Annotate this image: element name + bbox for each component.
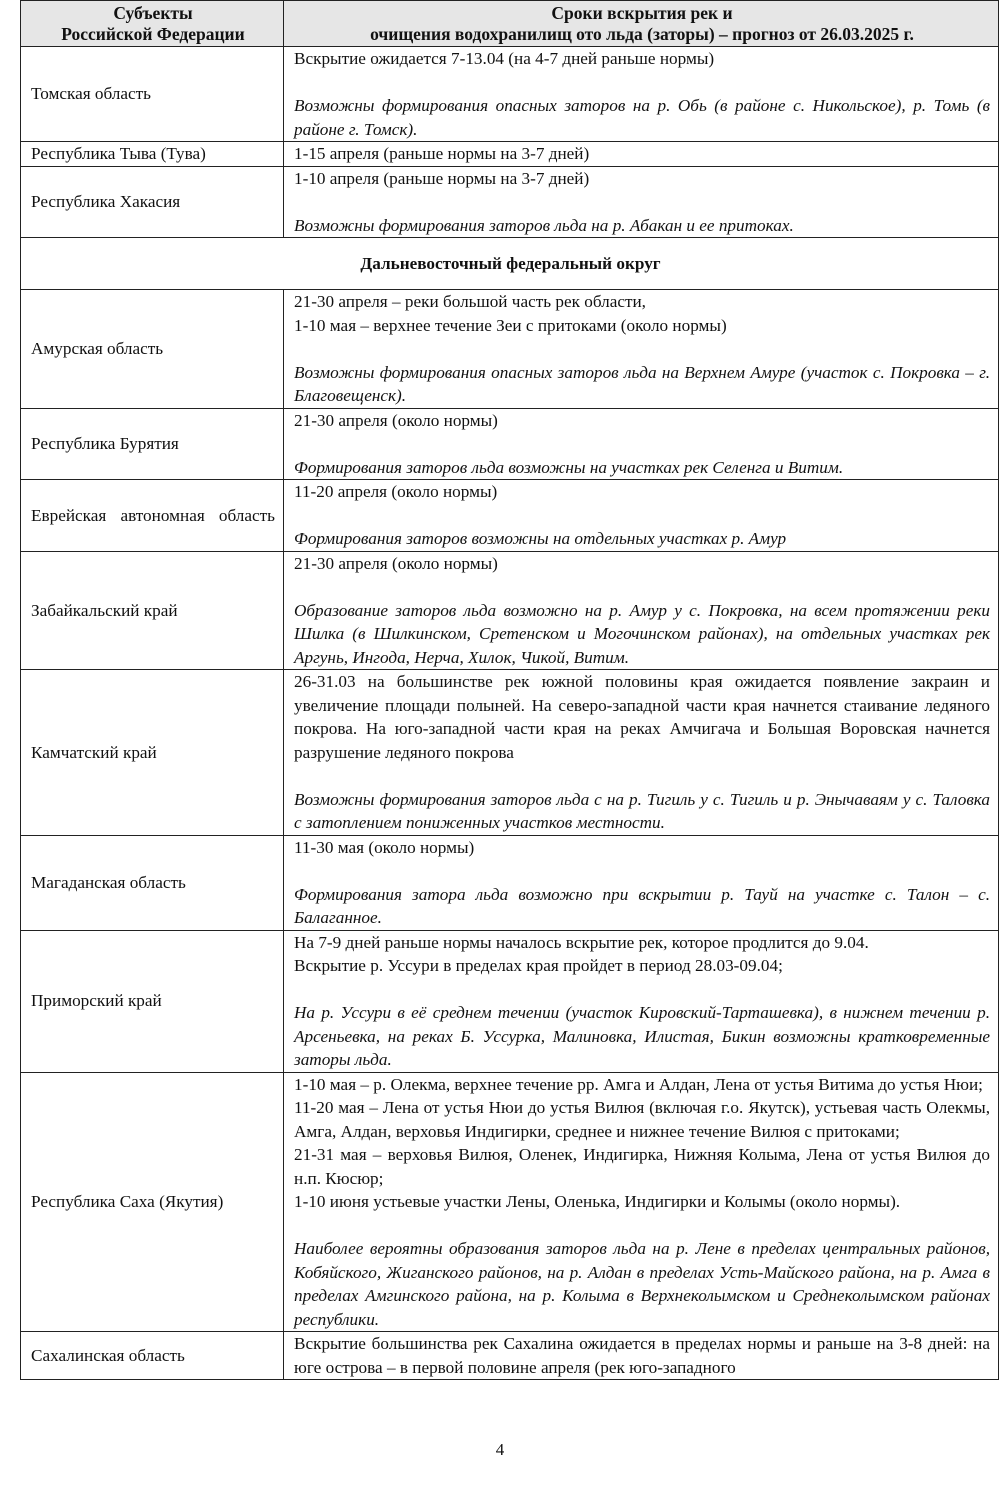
region-name: Забайкальский край	[21, 551, 284, 670]
forecast-text: 26-31.03 на большинстве рек южной половины края ожидается появление закраин и увеличение площади полыней. На северо-западной части края начнется стаивание ледяного покрова. На юго-западной части края на реках Амчигача и Большая Воровская начнется разрушение ледяного покрова	[294, 672, 990, 762]
spacer	[294, 71, 990, 95]
table-row	[21, 290, 999, 409]
forecast-cell	[284, 1332, 999, 1380]
forecast-text: 1-10 апреля (раньше нормы на 3-7 дней)	[294, 168, 590, 188]
forecast-cell	[284, 166, 999, 238]
forecast-text: Вскрытие ожидается 7-13.04 (на 4-7 дней раньше нормы)	[294, 49, 715, 68]
forecast-cell	[284, 1072, 999, 1332]
region-name: Томская область	[21, 47, 284, 142]
header-forecast-line1: Сроки вскрытия рек и	[551, 2, 733, 23]
spacer	[294, 859, 990, 883]
table-row	[21, 408, 999, 480]
forecast-text: 21-31 мая – верховья Вилюя, Оленек, Индигирка, Нижняя Колыма, Лена от устья Вилюя до н.п. Кюсюр;	[294, 1145, 990, 1188]
spacer	[294, 190, 990, 214]
region-name: Камчатский край	[21, 670, 284, 836]
table-row	[21, 551, 999, 670]
forecast-text: 11-20 мая – Лена от устья Нюи до устья Вилюя (включая г.о. Якутск), устьевая часть Олекмы, Амга, Алдан, верховья Индигирки, среднее и нижнее течение Вилюя с притоками;	[294, 1098, 990, 1141]
region-name: Еврейская автономная область	[21, 480, 284, 552]
forecast-text: Вскрытие большинства рек Сахалина ожидается в пределах нормы и раньше на 3-8 дней: на юге острова – в первой половине апреля (рек юго-западного	[294, 1334, 990, 1377]
spacer	[294, 337, 990, 361]
ice-jam-note: Формирования заторов возможны на отдельных участках р. Амур	[294, 529, 787, 548]
spacer	[294, 1214, 990, 1238]
region-name: Республика Бурятия	[21, 408, 284, 480]
page-number: 4	[495, 1440, 505, 1459]
forecast-cell	[284, 408, 999, 480]
header-forecast	[284, 1, 999, 47]
region-name: Республика Саха (Якутия)	[21, 1072, 284, 1332]
table-row	[21, 930, 999, 1072]
forecast-cell	[284, 290, 999, 409]
region-name: Магаданская область	[21, 835, 284, 930]
table-row	[21, 1332, 999, 1380]
forecast-text: 21-30 апреля (около нормы)	[294, 410, 498, 430]
spacer	[294, 978, 990, 1002]
section-row	[21, 238, 999, 290]
region-name: Приморский край	[21, 930, 284, 1072]
region-name: Республика Хакасия	[21, 166, 284, 238]
forecast-text: 1-10 мая – верхнее течение Зеи с притоками (около нормы)	[294, 315, 727, 335]
forecast-text: 21-30 апреля (около нормы)	[294, 553, 498, 573]
forecast-text: 21-30 апреля – реки большой часть рек области,	[294, 292, 646, 311]
forecast-text: 1-10 июня устьевые участки Лены, Оленька, Индигирки и Колымы (около нормы).	[294, 1192, 901, 1211]
ice-breakup-forecast-table	[20, 0, 999, 1380]
forecast-text: Вскрытие р. Уссури в пределах края пройдет в период 28.03-09.04;	[294, 956, 783, 975]
ice-jam-note: Возможны формирования опасных заторов льда на Верхнем Амуре (участок с. Покровка – г. Благовещенск).	[294, 362, 990, 405]
ice-jam-note: Возможны формирования опасных заторов на р. Обь (в районе с. Никольское), р. Томь (в районе г. Томск).	[294, 96, 990, 139]
ice-jam-note: Возможны формирования заторов льда на р. Абакан и ее притоках.	[294, 215, 794, 235]
forecast-cell	[284, 142, 999, 167]
spacer	[294, 432, 990, 456]
table-header-row	[21, 1, 999, 47]
ice-jam-note: Наиболее вероятны образования заторов льда на р. Лене в пределах центральных районов, Кобяйского, Жиганского районов, на р. Алдан в пределах Усть-Майского района, на р. Амга в пределах Амгинского района, на р. Колыма в Верхнеколымском и Среднеколымском районах республики.	[294, 1239, 990, 1329]
spacer	[294, 575, 990, 599]
ice-jam-note: Возможны формирования заторов льда с на р. Тигиль у с. Тигиль и р. Энычаваям у с. Таловка с затоплением пониженных участков местности.	[294, 789, 990, 832]
forecast-cell	[284, 47, 999, 142]
region-name: Сахалинская область	[21, 1332, 284, 1380]
table-row	[21, 1072, 999, 1332]
table-row	[21, 670, 999, 836]
region-name: Амурская область	[21, 290, 284, 409]
table-row	[21, 835, 999, 930]
ice-jam-note: Образование заторов льда возможно на р. Амур у с. Покровка, на всем протяжении реки Шилка (в Шилкинском, Сретенском и Могочинском районах), на отдельных участках рек Аргунь, Ингода, Нерча, Хилок, Чикой, Витим.	[294, 600, 990, 667]
forecast-text: На 7-9 дней раньше нормы началось вскрытие рек, которое продлится до 9.04.	[294, 932, 869, 952]
ice-jam-note: Формирования заторов льда возможны на участках рек Селенга и Витим.	[294, 457, 844, 477]
table-row	[21, 480, 999, 552]
forecast-cell	[284, 930, 999, 1072]
forecast-text: 11-30 мая (около нормы)	[294, 837, 475, 857]
ice-jam-note: Формирования затора льда возможно при вскрытии р. Тауй на участке с. Талон – с. Балаганное.	[294, 884, 990, 927]
forecast-cell	[284, 670, 999, 836]
spacer	[294, 504, 990, 528]
table-row	[21, 47, 999, 142]
table-row	[21, 166, 999, 238]
region-name: Республика Тыва (Тува)	[21, 142, 284, 167]
forecast-cell	[284, 551, 999, 670]
spacer	[294, 764, 990, 788]
header-region-line1: Субъекты	[113, 2, 193, 23]
header-region	[21, 1, 284, 47]
forecast-text: 11-20 апреля (около нормы)	[294, 482, 498, 501]
forecast-text: 1-10 мая – р. Олекма, верхнее течение рр. Амга и Алдан, Лена от устья Витима до устья Нюи;	[294, 1074, 983, 1094]
forecast-cell	[284, 480, 999, 552]
header-region-line2: Российской Федерации	[61, 23, 245, 44]
table-row	[21, 142, 999, 167]
header-forecast-line2: очищения водохранилищ ото льда (заторы) – прогноз от 26.03.2025 г.	[370, 23, 914, 44]
forecast-text: 1-15 апреля (раньше нормы на 3-7 дней)	[294, 144, 590, 163]
forecast-cell	[284, 835, 999, 930]
ice-jam-note: На р. Уссури в её среднем течении (участок Кировский-Тарташевка), в нижнем течении р. Арсеньевка, на реках Б. Уссурка, Малиновка, Илистая, Бикин возможны кратковременные заторы льда.	[294, 1003, 990, 1069]
section-title: Дальневосточный федеральный округ	[21, 238, 999, 290]
